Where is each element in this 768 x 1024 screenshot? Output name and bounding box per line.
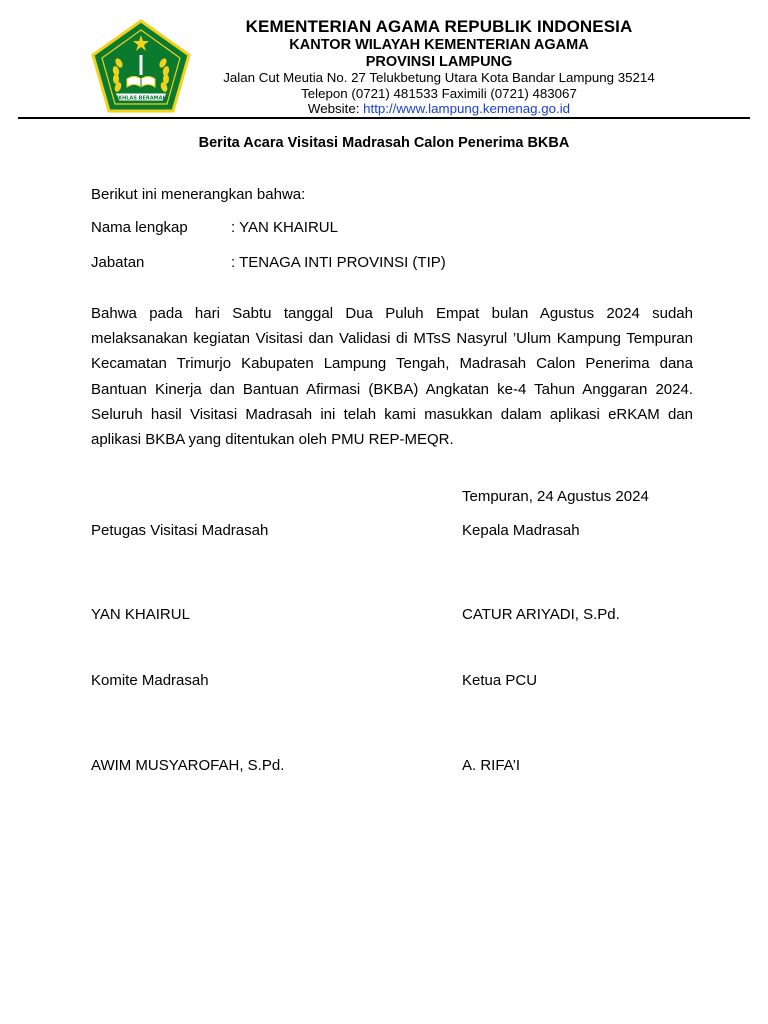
header-divider <box>18 117 750 119</box>
field-label-position: Jabatan <box>91 254 145 271</box>
field-label-name: Nama lengkap <box>91 219 188 236</box>
ministry-emblem-icon <box>89 19 194 114</box>
website-label: Website: <box>307 101 364 116</box>
office-address: Jalan Cut Meutia No. 27 Telukbetung Utara Kota Bandar Lampung 35214 <box>223 70 655 85</box>
website-link[interactable]: http://www.lampung.kemenag.go.id <box>363 101 571 116</box>
field-value-name: : YAN KHAIRUL <box>231 219 338 236</box>
field-value-position: : TENAGA INTI PROVINSI (TIP) <box>231 254 446 271</box>
signature-name-petugas: YAN KHAIRUL <box>91 606 190 623</box>
intro-text: Berikut ini menerangkan bahwa: <box>91 186 306 203</box>
office-name: KANTOR WILAYAH KEMENTERIAN AGAMA <box>289 37 589 53</box>
place-date: Tempuran, 24 Agustus 2024 <box>462 488 649 505</box>
ministry-logo <box>89 19 194 114</box>
document-title: Berita Acara Visitasi Madrasah Calon Penerima BKBA <box>198 135 570 151</box>
signature-role-ketua: Ketua PCU <box>462 672 538 689</box>
ministry-name: KEMENTERIAN AGAMA REPUBLIK INDONESIA <box>245 17 633 36</box>
signature-role-petugas: Petugas Visitasi Madrasah <box>91 522 269 539</box>
province-name: PROVINSI LAMPUNG <box>365 54 513 70</box>
signature-name-komite: AWIM MUSYAROFAH, S.Pd. <box>91 757 285 774</box>
statement-paragraph: Bahwa pada hari Sabtu tanggal Dua Puluh Empat bulan Agustus 2024 sudah melaksanakan kegiatan Visitasi dan Validasi di MTsS Nasyrul ’Ulum Kampung Tempuran Kecamatan Trimurjo Kabupaten Lampung Tengah, Madrasah Calon Penerima dana Bantuan Kinerja dan Bantuan Afirmasi (BKBA) Angkatan ke-4 Tahun Anggaran 2024. Seluruh hasil Visitasi Madrasah ini telah kami masukkan dalam aplikasi eRKAM dan aplikasi BKBA yang ditentukan oleh PMU REP-MEQR. <box>91 305 719 449</box>
office-phone: Telepon (0721) 481533 Faximili (0721) 483067 <box>301 85 577 101</box>
svg-text:IKHLAS BERAMAL: IKHLAS BERAMAL <box>116 95 166 102</box>
office-website <box>196 101 682 117</box>
signature-role-kepala: Kepala Madrasah <box>462 522 580 539</box>
signature-name-ketua: A. RIFA’I <box>462 757 521 774</box>
signature-role-komite: Komite Madrasah <box>91 672 209 689</box>
letterhead <box>196 17 682 117</box>
signature-name-kepala: CATUR ARIYADI, S.Pd. <box>462 606 620 623</box>
